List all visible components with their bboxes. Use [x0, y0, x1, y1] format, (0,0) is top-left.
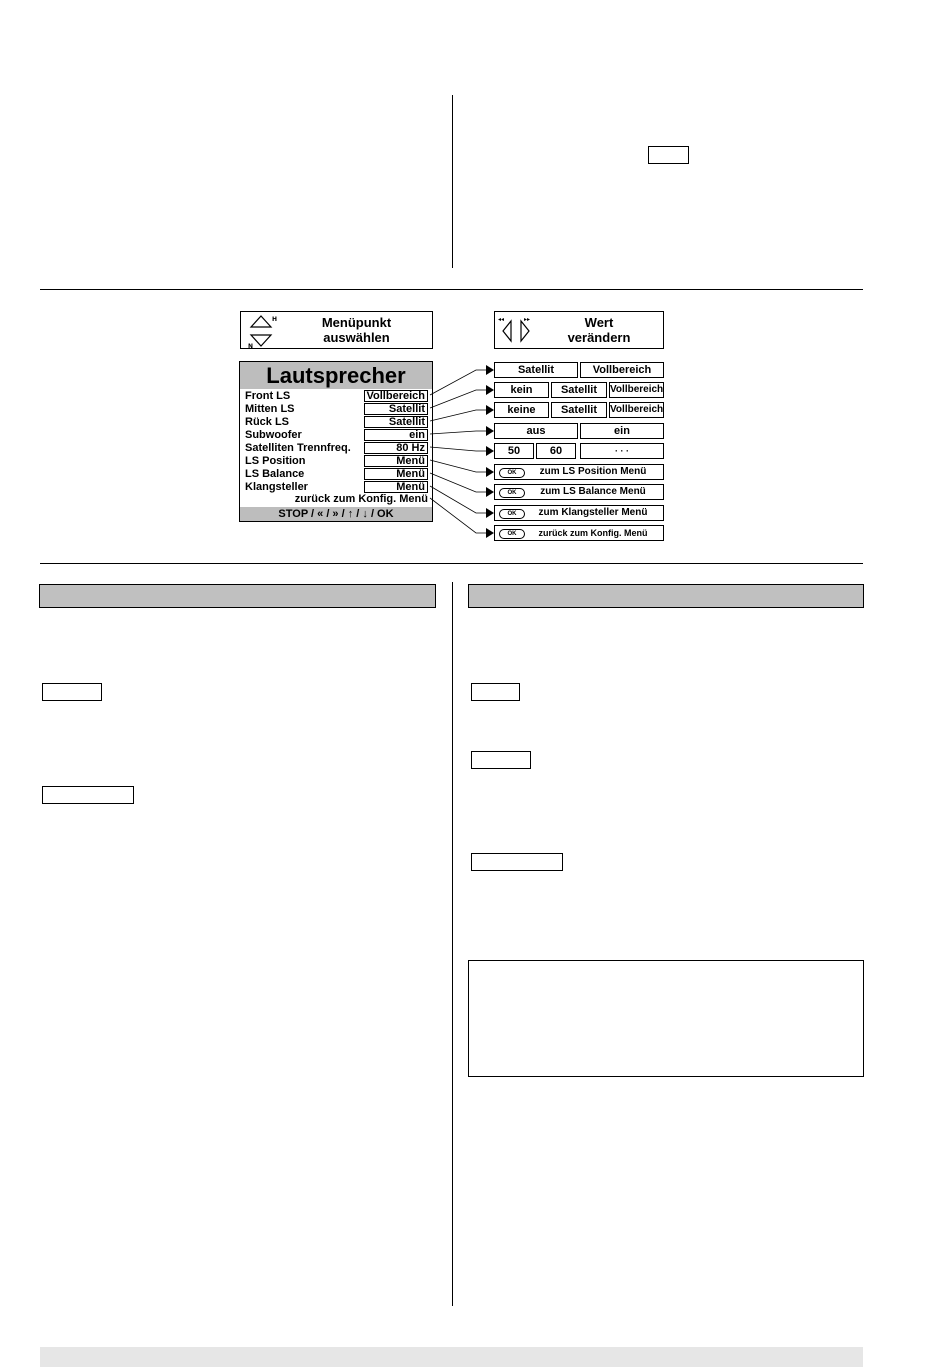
- left-section-header-bar: [39, 584, 436, 608]
- key-placeholder-left-2: [42, 786, 134, 804]
- select-item-hint: [240, 311, 433, 349]
- section-rule-bottom: [40, 563, 863, 564]
- osd-row-front-value[interactable]: Vollbereich: [364, 390, 428, 402]
- osd-row-rueck-value[interactable]: Satellit: [364, 416, 428, 428]
- option-front-satellit[interactable]: Satellit: [494, 362, 578, 378]
- pointer-arrow-icon: [486, 508, 494, 518]
- ok-item-ls-balance[interactable]: [494, 484, 664, 500]
- svg-text:◂◂: ◂◂: [498, 316, 505, 323]
- ok-button-icon: OK: [499, 488, 525, 498]
- pointer-arrow-icon: [486, 467, 494, 477]
- osd-row-mitten-value[interactable]: Satellit: [364, 403, 428, 415]
- osd-row-position-value[interactable]: Menü: [364, 455, 428, 467]
- osd-row-mitten-label: Mitten LS: [245, 403, 295, 415]
- pointer-arrow-icon: [486, 426, 494, 436]
- pointer-arrow-icon: [486, 365, 494, 375]
- ok-item-label: zum LS Position Menü: [539, 466, 647, 477]
- left-right-arrows-icon: [497, 313, 537, 349]
- select-item-label: Menüpunkt auswählen: [321, 315, 392, 345]
- svg-text:N: N: [248, 343, 254, 349]
- ok-button-icon: OK: [499, 509, 525, 519]
- pointer-arrow-icon: [486, 385, 494, 395]
- osd-footer-keys: STOP / « / » / ↑ / ↓ / OK: [240, 507, 432, 521]
- footer-bar: [40, 1347, 863, 1367]
- osd-title: Lautsprecher: [240, 362, 432, 389]
- pointer-arrow-icon: [486, 528, 494, 538]
- pointer-arrow-icon: [486, 487, 494, 497]
- option-subwoofer-ein[interactable]: ein: [580, 423, 664, 439]
- ok-button-icon: OK: [499, 468, 525, 478]
- option-mitten-vollbereich[interactable]: Vollbereich: [609, 382, 664, 398]
- osd-row-subwoofer-value[interactable]: ein: [364, 429, 428, 441]
- osd-row-balance-value[interactable]: Menü: [364, 468, 428, 480]
- note-box: [468, 960, 864, 1077]
- option-front-vollbereich[interactable]: Vollbereich: [580, 362, 664, 378]
- ok-item-label: zum Klangsteller Menü: [538, 507, 648, 518]
- osd-row-front-label: Front LS: [245, 390, 291, 402]
- svg-text:▸▸: ▸▸: [524, 316, 531, 323]
- option-mitten-satellit[interactable]: Satellit: [551, 382, 607, 398]
- ok-item-back-config[interactable]: [494, 525, 664, 541]
- osd-row-rueck-label: Rück LS: [245, 416, 290, 428]
- key-placeholder-top: [648, 146, 689, 164]
- option-subwoofer-aus[interactable]: aus: [494, 423, 578, 439]
- key-placeholder-right-3: [471, 853, 563, 871]
- change-value-hint: [494, 311, 664, 349]
- option-rueck-keine[interactable]: keine: [494, 402, 549, 418]
- option-mitten-kein[interactable]: kein: [494, 382, 549, 398]
- option-rueck-satellit[interactable]: Satellit: [551, 402, 607, 418]
- right-section-header-bar: [468, 584, 864, 608]
- bottom-column-divider: [452, 582, 453, 1306]
- pointer-arrow-icon: [486, 405, 494, 415]
- osd-row-subwoofer-label: Subwoofer: [245, 429, 302, 441]
- key-placeholder-right-2: [471, 751, 531, 769]
- option-freq-60[interactable]: 60: [536, 443, 576, 459]
- osd-row-balance-label: LS Balance: [245, 468, 305, 480]
- top-column-divider: [452, 95, 453, 268]
- ok-item-ls-position[interactable]: [494, 464, 664, 480]
- speaker-osd-menu: [239, 361, 433, 522]
- osd-row-position-label: LS Position: [245, 455, 306, 467]
- key-placeholder-left-1: [42, 683, 102, 701]
- option-rueck-vollbereich[interactable]: Vollbereich: [609, 402, 664, 418]
- ok-item-label: zum LS Balance Menü: [540, 486, 646, 497]
- option-freq-more[interactable]: · · ·: [580, 443, 664, 459]
- svg-text:H: H: [272, 316, 277, 323]
- key-placeholder-right-1: [471, 683, 520, 701]
- osd-back-to-config[interactable]: zurück zum Konfig. Menü: [294, 493, 428, 505]
- osd-row-klang-label: Klangsteller: [245, 481, 308, 493]
- up-down-arrows-icon: [247, 313, 277, 349]
- pointer-arrow-icon: [486, 446, 494, 456]
- option-freq-50[interactable]: 50: [494, 443, 534, 459]
- ok-item-label: zurück zum Konfig. Menü: [538, 528, 648, 538]
- ok-button-icon: OK: [499, 529, 525, 539]
- section-rule-top: [40, 289, 863, 290]
- osd-row-freq-value[interactable]: 80 Hz: [364, 442, 428, 454]
- change-value-label: Wert verändern: [567, 315, 631, 345]
- osd-row-klang-value[interactable]: Menü: [364, 481, 428, 493]
- osd-row-freq-label: Satelliten Trennfreq.: [245, 442, 351, 454]
- ok-item-klangsteller[interactable]: [494, 505, 664, 521]
